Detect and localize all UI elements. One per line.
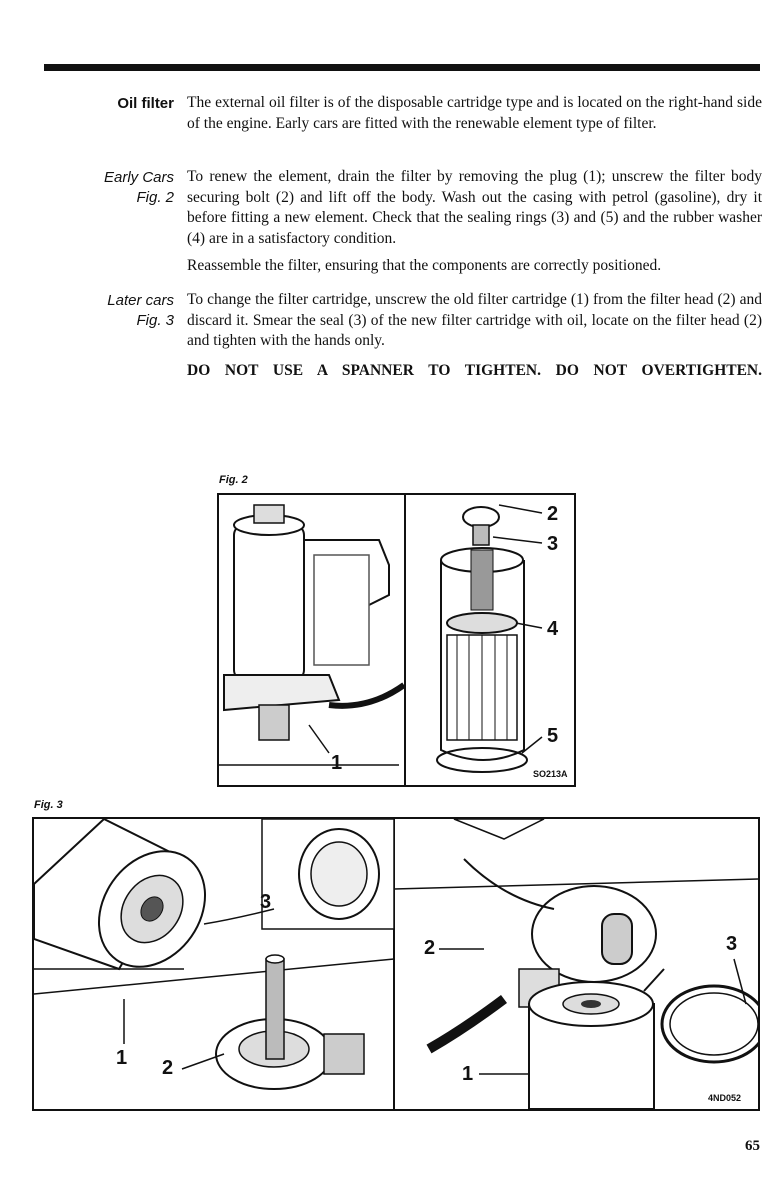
fig3-callout-2-left: 2 [162,1057,174,1079]
fig3-callout-2-right: 2 [424,937,436,959]
fig2-callout-4: 4 [547,618,559,640]
fig2-code: SO213A [533,769,568,779]
fig2-callout-2: 2 [547,503,559,525]
fig3-code: 4ND052 [708,1093,742,1103]
fig3-label: Fig. 3 [34,799,63,811]
top-rule [44,64,760,71]
section-body-oil-filter: The external oil filter is of the disposable cartridge type and is located on the right-hand side of the engine. Early cars are fitted with the renewable element type of filter. [187,94,762,132]
fig2-callout-3: 3 [547,533,559,555]
section-heading-later-cars: Later cars [107,292,174,309]
fig2-callout-5: 5 [547,725,559,747]
section-body-later-cars: To change the filter cartridge, unscrew the old filter cartridge (1) from the filter head (2) and discard it. Smear the seal (3) of the new filter cartridge with oil, locate on the filter head (2) and tighten with the hands only. [187,291,762,349]
section-heading-early-cars: Early Cars [103,169,174,186]
fig3-callout-3-right: 3 [726,933,738,955]
fig3-illustration [32,817,760,1111]
fig2-drawing [219,495,574,785]
fig3-callout-3-left: 3 [260,891,272,913]
section-heading-oil-filter: Oil filter [117,95,174,112]
fig3-callout-1-left: 1 [116,1047,128,1069]
fig2-label: Fig. 2 [219,474,248,486]
page-number: 65 [745,1138,760,1154]
fig2-callout-1: 1 [331,752,343,774]
warning-text: DO NOT USE A SPANNER TO TIGHTEN. DO NOT OVERTIGHTEN. [187,362,762,379]
section-subheading-fig3: Fig. 3 [136,312,174,329]
fig2-illustration [217,493,576,787]
section-body2-early-cars: Reassemble the filter, ensuring that the components are correctly positioned. [187,257,662,274]
fig3-drawing [34,819,758,1109]
fig3-callout-1-right: 1 [462,1063,474,1085]
section-subheading-fig2: Fig. 2 [136,189,174,206]
section-body-early-cars: To renew the element, drain the filter by removing the plug (1); unscrew the filter body securing bolt (2) and lift off the body. Wash out the casing with petrol (gasoline), dry it before fitting a new element. Check that the sealing rings (3) and (5) and the rubber washer (4) are in a satisfactory condition. [187,168,762,247]
